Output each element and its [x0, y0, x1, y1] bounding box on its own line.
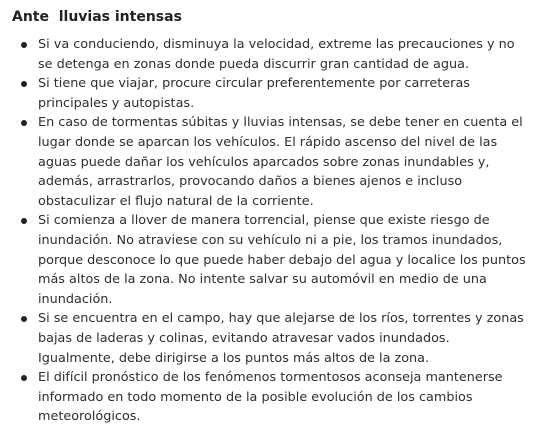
bullet-icon: [21, 42, 27, 48]
list-item: [12, 211, 527, 309]
list-item-text: Si tiene que viajar, procure circular preferentemente por carreteras principales y autopistas.: [38, 76, 470, 111]
list-item: [12, 74, 527, 113]
list-item-text: Si se encuentra en el campo, hay que alejarse de los ríos, torrentes y zonas bajas de laderas y colinas, evitando atravesar vados inundados. Igualmente, debe dirigirse a los puntos más altos de la zona.: [38, 311, 524, 366]
bullet-icon: [21, 316, 27, 322]
bullet-icon: [21, 375, 27, 381]
list-item: [12, 35, 527, 74]
section-heading: Ante lluvias intensas: [12, 9, 182, 25]
advice-list: [12, 35, 527, 427]
list-item-text: En caso de tormentas súbitas y lluvias intensas, se debe tener en cuenta el lugar donde se aparcan los vehículos. El rápido ascenso del nivel de las aguas puede dañar los vehículos aparcados sobre zonas inundables y, además, arrastrarlos, provocando daños a bienes ajenos e incluso obstaculizar el flujo natural de la corriente.: [38, 115, 523, 209]
bullet-icon: [21, 218, 27, 224]
list-item: [12, 368, 527, 427]
bullet-icon: [21, 120, 27, 126]
list-item-text: Si va conduciendo, disminuya la velocidad, extreme las precauciones y no se detenga en zonas donde pueda discurrir gran cantidad de agua.: [38, 37, 515, 72]
bullet-icon: [21, 81, 27, 87]
list-item-text: El difícil pronóstico de los fenómenos tormentosos aconseja mantenerse informado en todo momento de la posible evolución de los cambios meteorológicos.: [38, 370, 503, 425]
list-item-text: Si comienza a llover de manera torrencial, piense que existe riesgo de inundación. No atraviese con su vehículo ni a pie, los tramos inundados, porque desconoce lo que puede haber debajo del agua y localice los puntos más altos de la zona. No intente salvar su automóvil en medio de una inundación.: [38, 213, 526, 307]
list-item: [12, 309, 527, 368]
list-item: [12, 113, 527, 211]
